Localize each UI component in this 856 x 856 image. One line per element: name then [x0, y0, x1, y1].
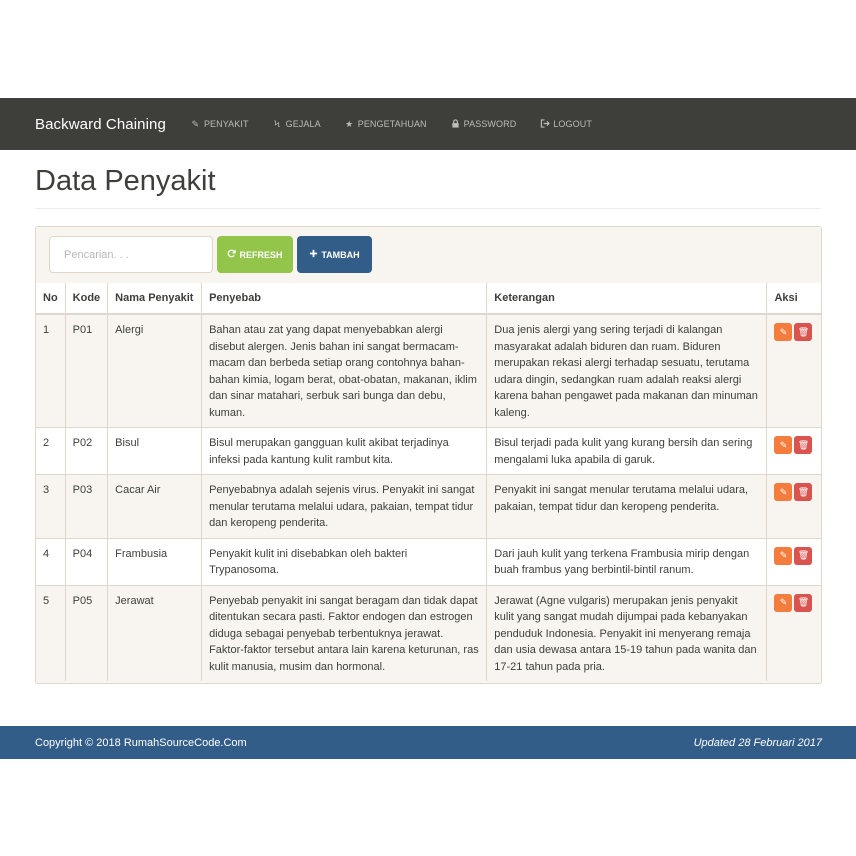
cell-nama: Frambusia: [108, 538, 202, 585]
nav-item-label: PASSWORD: [463, 119, 517, 129]
delete-button[interactable]: [794, 594, 812, 612]
table-row: [36, 314, 821, 428]
nav-item-password[interactable]: [451, 119, 517, 130]
nav-item-label: PENGETAHUAN: [357, 119, 427, 129]
navbar-brand[interactable]: Backward Chaining: [35, 115, 166, 133]
nav-item-gejala[interactable]: [273, 119, 321, 129]
table-row: [36, 538, 821, 585]
cell-keterangan: Bisul terjadi pada kulit yang kurang bersih dan sering mengalami luka apabila di garuk.: [487, 428, 767, 475]
cell-penyebab: Bahan atau zat yang dapat menyebabkan alergi disebut alergen. Jenis bahan ini sangat bermacam-macam dan berbeda setiap orang contohnya bahan-bahan kimia, logam berat, obat-obatan, makanan, iklim dan sinar matahari, serbuk sari bunga dan debu, kuman.: [202, 314, 487, 428]
nav-item-label: PENYAKIT: [203, 119, 249, 129]
footer: [0, 726, 856, 759]
trash-icon: 🗑: [797, 326, 810, 337]
edit-icon: ✎: [779, 439, 788, 450]
nav-item-label: GEJALA: [285, 119, 321, 129]
cell-keterangan: Dari jauh kulit yang terkena Frambusia mirip dengan buah frambus yang berbintil-bintil ranum.: [487, 538, 767, 585]
header-aksi: Aksi: [767, 283, 821, 314]
edit-button[interactable]: [774, 547, 792, 565]
data-table: [36, 283, 821, 681]
add-label: TAMBAH: [321, 249, 360, 260]
logout-icon: [540, 119, 549, 130]
refresh-label: REFRESH: [239, 249, 283, 260]
delete-button[interactable]: [794, 547, 812, 565]
refresh-button[interactable]: [217, 236, 293, 273]
cell-aksi: [767, 538, 821, 585]
data-panel: [35, 226, 822, 684]
cell-no: 1: [36, 314, 65, 428]
edit-icon: ✎: [779, 486, 788, 497]
flash-icon: Ϟ: [274, 119, 280, 129]
cell-penyebab: Penyebabnya adalah sejenis virus. Penyakit ini sangat menular terutama melalui udara, pakaian, tempat tidur dan keropeng penderita.: [202, 475, 487, 539]
edit-button[interactable]: [774, 323, 792, 341]
edit-icon: ✎: [779, 326, 788, 337]
page-title: Data Penyakit: [35, 165, 216, 197]
cell-kode: P03: [65, 475, 108, 539]
delete-button[interactable]: [794, 323, 812, 341]
cell-kode: P01: [65, 314, 108, 428]
edit-button[interactable]: [774, 436, 792, 454]
refresh-icon: [227, 249, 236, 261]
toolbar: [36, 227, 821, 284]
header-no: No: [36, 283, 65, 314]
cell-nama: Cacar Air: [108, 475, 202, 539]
title-divider: [35, 208, 821, 209]
cell-no: 3: [36, 475, 65, 539]
search-input[interactable]: [49, 236, 213, 273]
cell-no: 2: [36, 428, 65, 475]
pushpin-icon: ✎: [191, 118, 200, 129]
trash-icon: 🗑: [797, 597, 810, 608]
nav-item-pengetahuan[interactable]: [345, 119, 427, 130]
footer-updated: Updated 28 Februari 2017: [693, 736, 822, 749]
edit-icon: ✎: [779, 597, 788, 608]
header-penyebab: Penyebab: [202, 283, 487, 314]
delete-button[interactable]: [794, 436, 812, 454]
cell-nama: Bisul: [108, 428, 202, 475]
cell-keterangan: Penyakit ini sangat menular terutama melalui udara, pakaian, tempat tidur dan keropeng penderita.: [487, 475, 767, 539]
cell-kode: P02: [65, 428, 108, 475]
trash-icon: 🗑: [797, 439, 810, 450]
cell-no: 4: [36, 538, 65, 585]
trash-icon: 🗑: [797, 486, 810, 497]
nav-item-penyakit[interactable]: [191, 119, 249, 130]
cell-aksi: [767, 314, 821, 428]
star-icon: ★: [345, 118, 354, 129]
table-row: [36, 585, 821, 681]
footer-copyright: Copyright © 2018 RumahSourceCode.Com: [35, 736, 247, 749]
table-row: [36, 475, 821, 539]
cell-nama: Alergi: [108, 314, 202, 428]
cell-penyebab: Penyebab penyakit ini sangat beragam dan tidak dapat ditentukan secara pasti. Faktor endogen dan estrogen diduga sebagai penyebab terbentuknya jerawat. Faktor-faktor tersebut antara lain karena keturunan, ras kulit manusia, musim dan hormonal.: [202, 585, 487, 681]
add-button[interactable]: [297, 236, 372, 273]
navbar: [0, 98, 856, 150]
plus-icon: [309, 249, 318, 261]
cell-kode: P05: [65, 585, 108, 681]
header-keterangan: Keterangan: [487, 283, 767, 314]
cell-nama: Jerawat: [108, 585, 202, 681]
lock-icon: [451, 119, 460, 130]
cell-aksi: [767, 428, 821, 475]
edit-icon: ✎: [779, 550, 788, 561]
table-row: [36, 428, 821, 475]
delete-button[interactable]: [794, 483, 812, 501]
trash-icon: 🗑: [797, 550, 810, 561]
cell-kode: P04: [65, 538, 108, 585]
cell-keterangan: Dua jenis alergi yang sering terjadi di kalangan masyarakat adalah biduren dan ruam. Biduren merupakan rekasi alergi terhadap sesuatu, terutama udara dingin, sedangkan ruam adalah reaksi alergi karena bahan pengawet pada makanan dan minuman kaleng.: [487, 314, 767, 428]
nav-item-label: LOGOUT: [553, 119, 592, 129]
cell-penyebab: Bisul merupakan gangguan kulit akibat terjadinya infeksi pada kantung kulit rambut kita.: [202, 428, 487, 475]
cell-keterangan: Jerawat (Agne vulgaris) merupakan jenis penyakit kulit yang sangat mudah dijumpai pada kebanyakan penduduk Indonesia. Penyakit ini menyerang remaja dan usia dewasa antara 15-19 tahun pada wanita dan 17-21 tahun pada pria.: [487, 585, 767, 681]
header-nama-penyakit: Nama Penyakit: [108, 283, 202, 314]
cell-aksi: [767, 475, 821, 539]
cell-penyebab: Penyakit kulit ini disebabkan oleh bakteri Trypanosoma.: [202, 538, 487, 585]
table-header-row: [36, 283, 821, 314]
edit-button[interactable]: [774, 594, 792, 612]
cell-aksi: [767, 585, 821, 681]
edit-button[interactable]: [774, 483, 792, 501]
nav-item-logout[interactable]: [540, 119, 592, 130]
cell-no: 5: [36, 585, 65, 681]
header-kode: Kode: [65, 283, 108, 314]
